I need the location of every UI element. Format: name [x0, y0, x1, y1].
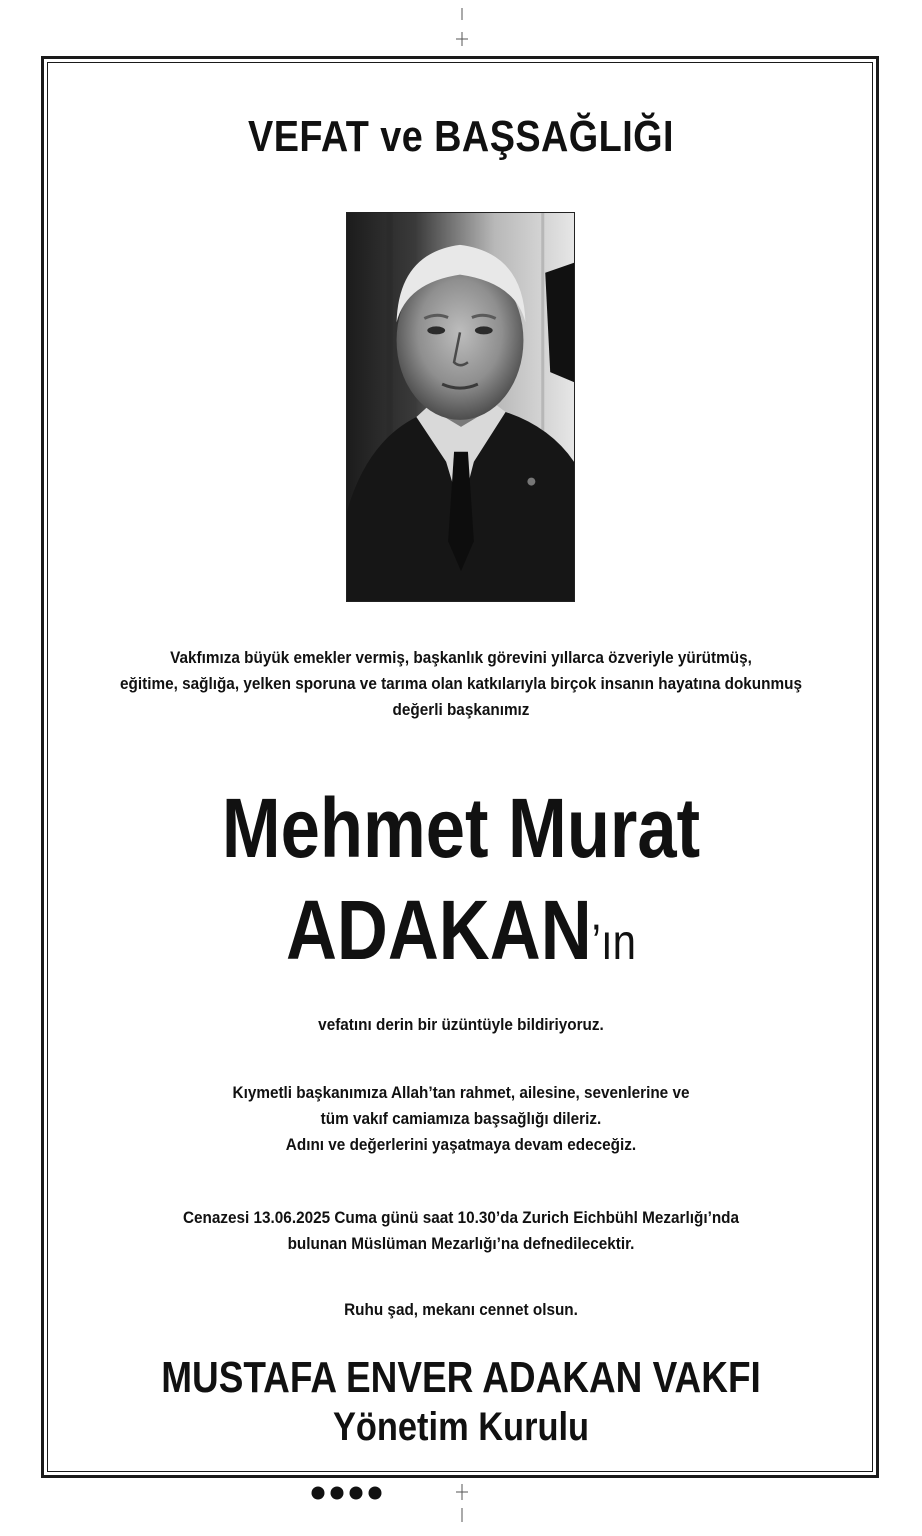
announcement-line: vefatını derin bir üzüntüyle bildiriyoruz.: [318, 1015, 604, 1034]
notice-headline: VEFAT ve BAŞSAĞLIĞI: [248, 112, 674, 161]
intro-line: Vakfımıza büyük emekler vermiş, başkanlık görevini yıllarca özveriyle yürütmüş,: [170, 648, 752, 667]
announcement-paragraph: [0, 1012, 922, 1038]
condolence-paragraph: [0, 1080, 922, 1158]
funeral-paragraph: [0, 1205, 922, 1257]
intro-paragraph: [0, 645, 922, 723]
deceased-first-names: Mehmet Murat: [221, 781, 701, 875]
funeral-line: Cenazesi 13.06.2025 Cuma günü saat 10.30’da Zurich Eichbühl Mezarlığı’nda: [182, 1208, 740, 1227]
condolence-line: Adını ve değerlerini yaşatmaya devam edeceğiz.: [285, 1135, 637, 1154]
condolence-line: Kıymetli başkanımıza Allah’tan rahmet, ailesine, sevenlerine ve: [232, 1083, 690, 1102]
deceased-surname-suffix: ’ın: [591, 914, 637, 970]
blessing-line: Ruhu şad, mekanı cennet olsun.: [344, 1300, 578, 1319]
intro-line: değerli başkanımız: [392, 700, 530, 719]
deceased-portrait: [346, 212, 575, 602]
funeral-line: bulunan Müslüman Mezarlığı’na defnedilecektir.: [287, 1234, 635, 1253]
condolence-line: tüm vakıf camiamıza başsağlığı dileriz.: [320, 1109, 602, 1128]
blessing-paragraph: [0, 1297, 922, 1323]
intro-line: eğitime, sağlığa, yelken sporuna ve tarıma olan katkılarıyla birçok insanın hayatına dokunmuş: [120, 674, 802, 693]
dots-marker-icon: [310, 1485, 390, 1501]
deceased-surname-line: [74, 880, 848, 992]
deceased-surname: ADAKAN: [285, 883, 592, 977]
crop-mark-bottom-icon: [452, 1484, 472, 1524]
signature-board: Yönetim Kurulu: [332, 1405, 590, 1449]
portrait-photo-icon: [347, 213, 574, 601]
signature-organization: MUSTAFA ENVER ADAKAN VAKFI: [161, 1353, 761, 1402]
